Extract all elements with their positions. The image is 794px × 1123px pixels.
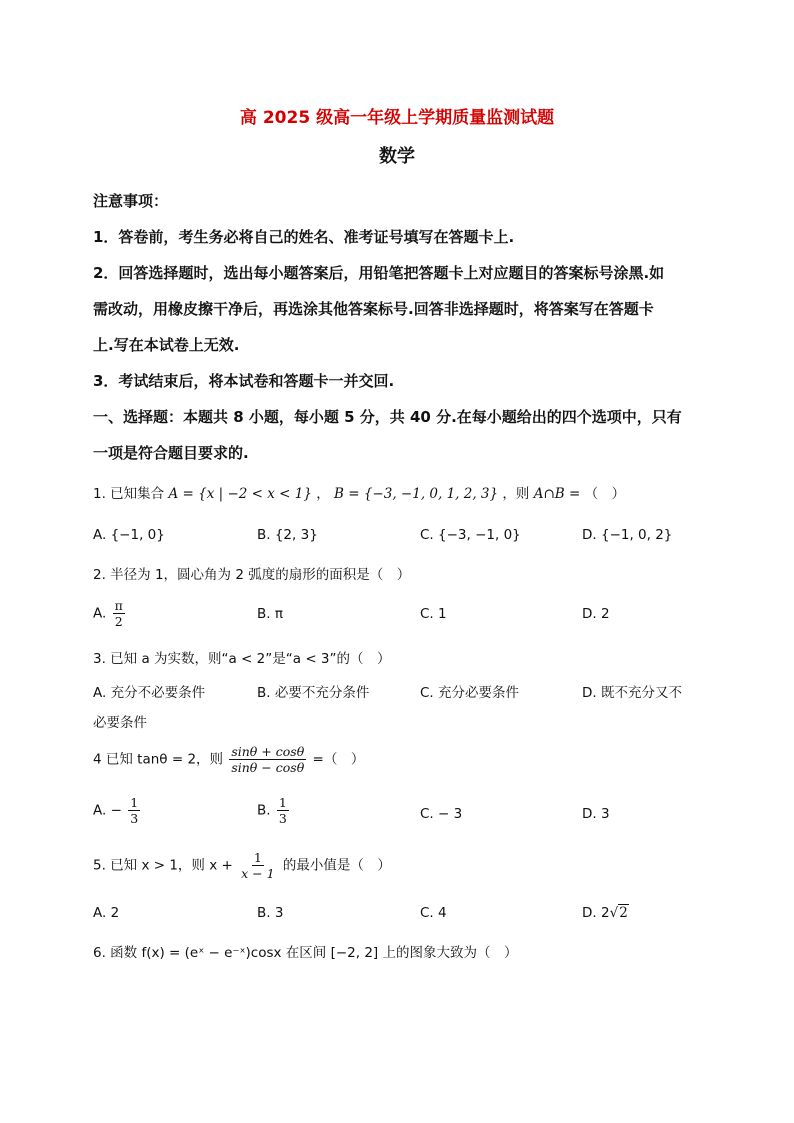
q2-option-a-numerator: π (114, 598, 123, 613)
section1-line-2: 一项是符合题目要求的. (93, 444, 249, 462)
exam-title: 高 2025 级高一年级上学期质量监测试题 (239, 108, 555, 128)
q5-option-c: C. 4 (420, 905, 447, 921)
q1-expr: A∩B = (533, 486, 581, 502)
note-item-2-line-3: 上.写在本试卷上无效. (93, 336, 240, 354)
q1-paren: （ ） (584, 486, 626, 502)
q3-option-a: A. 充分不必要条件 (93, 685, 206, 701)
q1-option-b: B. {2, 3} (257, 527, 318, 543)
q2-option-c: C. 1 (420, 606, 447, 622)
q1-stem-b: ，则 (502, 486, 530, 502)
q1-stem-a: 1. 已知集合 (93, 486, 165, 502)
q1-option-a: A. {−1, 0} (93, 527, 165, 543)
q5-option-d-radicand: 2 (619, 905, 628, 921)
q4-option-a-fraction (128, 795, 140, 826)
q4-option-a (93, 795, 142, 826)
q5-option-b: B. 3 (257, 905, 284, 921)
note-item-1: 1．答卷前，考生务必将自己的姓名、准考证号填写在答题卡上. (93, 228, 515, 246)
notes-heading: 注意事项： (93, 192, 169, 210)
q4-option-a-numerator: 1 (130, 795, 139, 810)
q4-fraction-numerator: sinθ + cosθ (231, 744, 305, 759)
q5-stem-b: 的最小值是（ ） (282, 857, 391, 874)
q2-option-a-fraction (113, 598, 125, 629)
q5-option-a: A. 2 (93, 905, 120, 921)
q2-option-a-label: A. (93, 605, 107, 622)
q2-option-a-denominator: 2 (114, 614, 123, 629)
q2-option-a (93, 598, 127, 629)
question-2-stem: 2. 半径为 1，圆心角为 2 弧度的扇形的面积是（ ） (93, 567, 411, 583)
exam-subject: 数学 (379, 146, 415, 167)
q4-option-b-label: B. (257, 802, 271, 819)
q5-option-d-label: D. 2 (582, 905, 610, 921)
q4-fraction-denominator: sinθ − cosθ (231, 760, 305, 775)
q5-stem-a: 5. 已知 x > 1，则 x + (93, 857, 233, 874)
q3-option-d-continued: 必要条件 (93, 715, 147, 731)
sqrt-symbol: √ (609, 905, 619, 921)
q4-option-d: D. 3 (582, 806, 610, 822)
q5-fraction-numerator: 1 (253, 850, 262, 865)
q4-option-c: C. − 3 (420, 806, 463, 822)
q4-option-b-denominator: 3 (278, 811, 287, 826)
q4-fraction (229, 744, 306, 775)
q1-set-b: B = {−3, −1, 0, 1, 2, 3} (334, 486, 499, 502)
q4-option-b-numerator: 1 (278, 795, 287, 810)
question-1-stem (93, 482, 625, 502)
q5-option-d (582, 905, 629, 921)
question-5-stem (93, 850, 391, 881)
q4-option-b (257, 795, 291, 826)
q1-sep: ， (316, 486, 330, 502)
note-item-2-line-1: 2．回答选择题时，选出每小题答案后，用铅笔把答题卡上对应题目的答案标号涂黑.如 (93, 264, 665, 282)
q4-option-a-denominator: 3 (130, 811, 139, 826)
q5-fraction (239, 850, 276, 881)
q1-set-a: A = {x | −2 < x < 1} (168, 486, 312, 502)
question-6-stem: 6. 函数 f(x) = (eˣ − e⁻ˣ)cosx 在区间 [−2, 2] 上的图象大致为（ ） (93, 945, 518, 961)
q3-option-c: C. 充分必要条件 (420, 685, 520, 701)
q4-stem-b: =（ ） (312, 751, 365, 768)
q4-option-b-fraction (277, 795, 289, 826)
q1-option-d: D. {−1, 0, 2} (582, 527, 673, 543)
q5-fraction-denominator: x − 1 (241, 866, 275, 881)
note-item-2-line-2: 需改动，用橡皮擦干净后，再选涂其他答案标号.回答非选择题时，将答案写在答题卡 (93, 300, 654, 318)
q2-option-b: B. π (257, 606, 283, 622)
q4-option-a-label: A. − (93, 802, 122, 819)
q2-option-d: D. 2 (582, 606, 610, 622)
question-4-stem (93, 744, 364, 775)
section1-line-1: 一、选择题：本题共 8 小题，每小题 5 分，共 40 分.在每小题给出的四个选项中，只有 (93, 408, 682, 426)
note-item-3: 3．考试结束后，将本试卷和答题卡一并交回. (93, 372, 395, 390)
q1-option-c: C. {−3, −1, 0} (420, 527, 521, 543)
q3-option-b: B. 必要不充分条件 (257, 685, 370, 701)
q3-option-d: D. 既不充分又不 (582, 685, 682, 701)
question-3-stem: 3. 已知 a 为实数，则“a < 2”是“a < 3”的（ ） (93, 651, 391, 667)
q4-stem-a: 4 已知 tanθ = 2，则 (93, 751, 224, 768)
